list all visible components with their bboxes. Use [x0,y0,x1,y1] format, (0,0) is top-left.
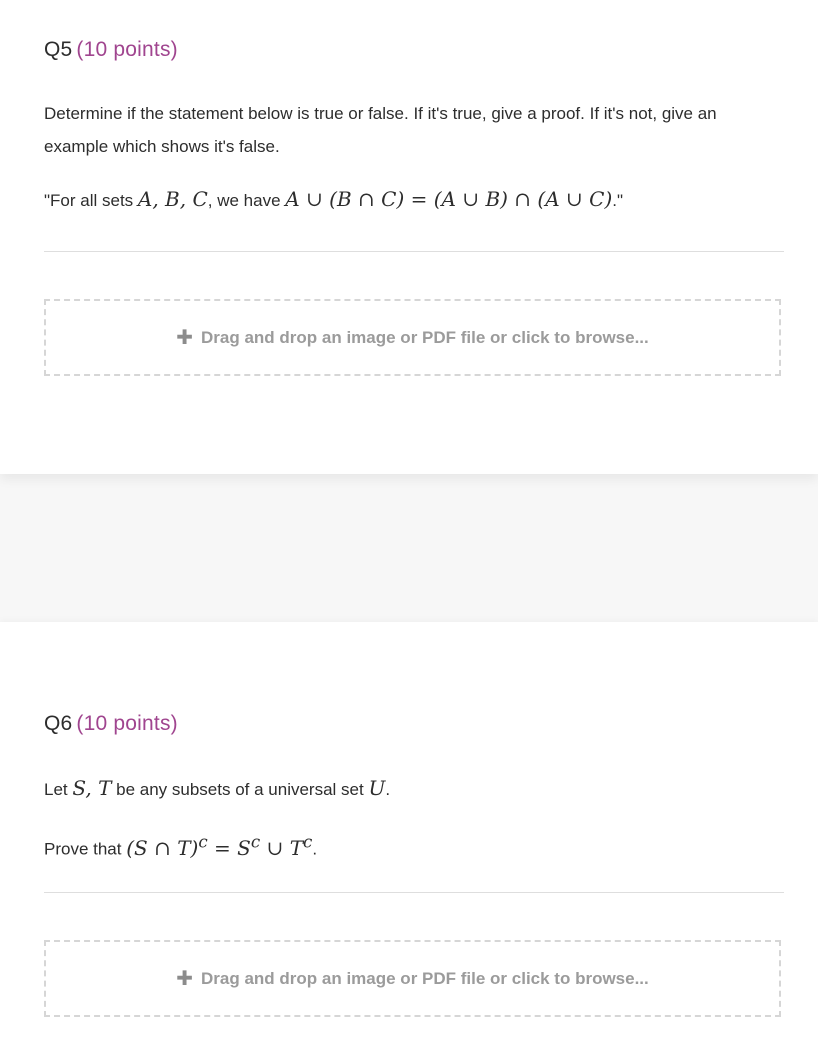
statement-sets: A, B, C [137,187,208,211]
math-eq: = [207,835,238,860]
question-title [44,712,178,736]
question-points: (10 points) [76,38,178,61]
line-suffix: . [312,839,318,859]
line-prefix: Prove that [44,839,127,859]
math-t: T [289,835,304,860]
statement-prefix: "For all sets [44,191,138,210]
line-prefix: Let [44,780,73,799]
math-union: ∪ [260,835,290,860]
math-expression [126,832,313,860]
question-title [44,38,178,62]
line-sets: S, T [72,776,112,800]
upload-label: Drag and drop an image or PDF file or click to browse... [201,968,649,988]
math-lhs-sup: c [198,832,208,851]
statement-math: A ∪ (B ∩ C) = (A ∪ B) ∩ (A ∪ C) [285,187,613,211]
math-s-sup: c [250,832,261,851]
question-card-q6 [0,622,818,1046]
question-prompt: Determine if the statement below is true or false. If it's true, give a proof. If it's not, give an example which shows it's false. [44,104,717,156]
math-lhs: (S ∩ T) [126,835,199,860]
upload-label: Drag and drop an image or PDF file or click to browse... [201,327,649,347]
statement-suffix: ." [612,191,624,210]
question-line-2 [44,825,784,866]
question-number: Q6 [44,712,73,735]
question-card-q5 [0,0,818,474]
file-upload-dropzone[interactable] [44,299,781,376]
line-suffix: . [385,780,391,799]
line-mid: be any subsets of a universal set [111,780,369,799]
math-s: S [237,835,251,860]
divider [44,251,784,252]
file-upload-dropzone[interactable] [44,940,781,1017]
question-statement [44,183,784,217]
plus-icon: ✚ [176,326,193,349]
statement-mid: , we have [207,191,286,210]
divider [44,892,784,893]
math-t-sup: c [303,832,313,851]
question-line-1 [44,772,784,806]
question-points: (10 points) [76,712,178,735]
plus-icon: ✚ [176,967,193,990]
line-universe: U [368,776,386,800]
question-number: Q5 [44,38,73,61]
